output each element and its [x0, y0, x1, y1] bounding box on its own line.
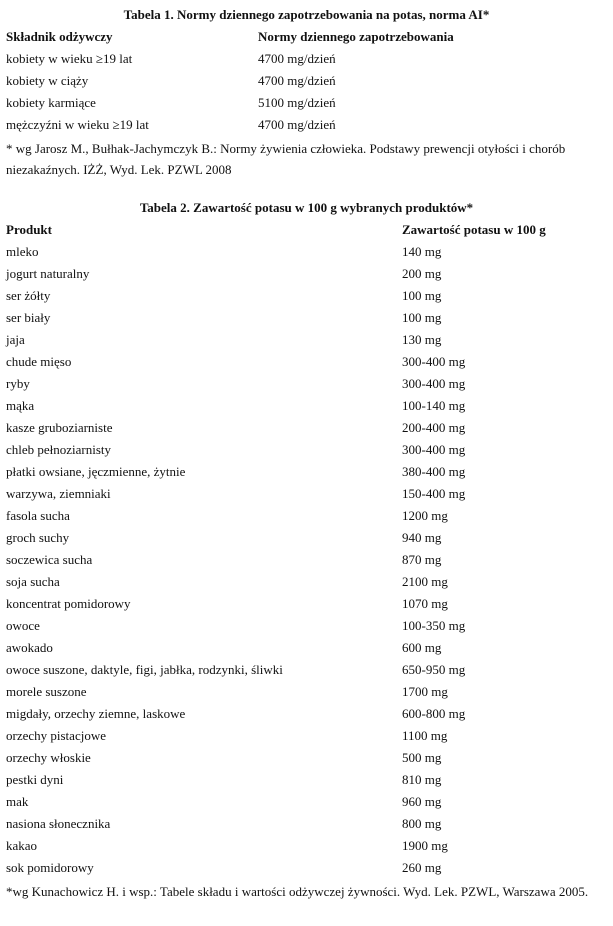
potassium-value-cell: 870 mg: [402, 552, 442, 567]
product-name-cell: chude mięso: [6, 354, 72, 369]
product-name-cell: orzechy pistacjowe: [6, 728, 106, 743]
table-row: [6, 49, 566, 71]
daily-norm-cell: 4700 mg/dzień: [258, 117, 336, 132]
table-header-row: [6, 27, 566, 49]
potassium-value-cell: 200 mg: [402, 266, 442, 281]
table-row: [6, 550, 586, 572]
table-row: [6, 594, 586, 616]
potassium-value-cell: 300-400 mg: [402, 442, 466, 457]
daily-norm-cell: 4700 mg/dzień: [258, 51, 336, 66]
product-name-cell: koncentrat pomidorowy: [6, 596, 131, 611]
table-row: [6, 770, 586, 792]
potassium-value-cell: 200-400 mg: [402, 420, 466, 435]
table-row: [6, 462, 586, 484]
potassium-value-cell: 300-400 mg: [402, 376, 466, 391]
potassium-value-cell: 960 mg: [402, 794, 442, 809]
nutrient-group-cell: mężczyźni w wieku ≥19 lat: [6, 117, 149, 132]
table-row: [6, 704, 586, 726]
table2-caption: Tabela 2. Zawartość potasu w 100 g wybranych produktów*: [139, 200, 474, 215]
table2-footnote: *wg Kunachowicz H. i wsp.: Tabele składu i wartości odżywczej żywności. Wyd. Lek. PZWL, Warszawa 2005.: [6, 884, 589, 899]
table-row: [6, 286, 586, 308]
column-header-product: Produkt: [6, 222, 52, 237]
potassium-value-cell: 800 mg: [402, 816, 442, 831]
product-name-cell: jogurt naturalny: [6, 266, 90, 281]
product-name-cell: mleko: [6, 244, 39, 259]
potassium-value-cell: 600-800 mg: [402, 706, 466, 721]
product-name-cell: mąka: [6, 398, 35, 413]
table-row: [6, 682, 586, 704]
potassium-value-cell: 100 mg: [402, 310, 442, 325]
potassium-value-cell: 300-400 mg: [402, 354, 466, 369]
nutrient-group-cell: kobiety karmiące: [6, 95, 96, 110]
product-name-cell: fasola sucha: [6, 508, 70, 523]
daily-norm-cell: 4700 mg/dzień: [258, 73, 336, 88]
product-name-cell: awokado: [6, 640, 53, 655]
potassium-value-cell: 1200 mg: [402, 508, 448, 523]
potassium-content-table: [6, 220, 586, 880]
potassium-value-cell: 1070 mg: [402, 596, 448, 611]
product-name-cell: kasze gruboziarniste: [6, 420, 113, 435]
potassium-value-cell: 100-140 mg: [402, 398, 466, 413]
table-row: [6, 264, 586, 286]
potassium-value-cell: 140 mg: [402, 244, 442, 259]
column-header-nutrient: Składnik odżywczy: [6, 29, 113, 44]
column-header-daily-norm: Normy dziennego zapotrzebowania: [258, 29, 454, 44]
potassium-value-cell: 100 mg: [402, 288, 442, 303]
product-name-cell: płatki owsiane, jęczmienne, żytnie: [6, 464, 186, 479]
product-name-cell: soja sucha: [6, 574, 60, 589]
potassium-value-cell: 600 mg: [402, 640, 442, 655]
product-name-cell: migdały, orzechy ziemne, laskowe: [6, 706, 186, 721]
product-name-cell: nasiona słonecznika: [6, 816, 111, 831]
table-row: [6, 352, 586, 374]
table-row: [6, 836, 586, 858]
potassium-value-cell: 650-950 mg: [402, 662, 466, 677]
table-row: [6, 506, 586, 528]
table-row: [6, 440, 586, 462]
potassium-norms-table: [6, 27, 566, 137]
table-row: [6, 115, 566, 137]
nutrient-group-cell: kobiety w ciąży: [6, 73, 89, 88]
potassium-value-cell: 940 mg: [402, 530, 442, 545]
product-name-cell: owoce: [6, 618, 40, 633]
potassium-value-cell: 500 mg: [402, 750, 442, 765]
table-row: [6, 858, 586, 880]
table-row: [6, 418, 586, 440]
product-name-cell: mak: [6, 794, 29, 809]
potassium-value-cell: 1100 mg: [402, 728, 448, 743]
table-row: [6, 572, 586, 594]
table-row: [6, 638, 586, 660]
table-row: [6, 528, 586, 550]
potassium-value-cell: 380-400 mg: [402, 464, 466, 479]
table-row: [6, 93, 566, 115]
product-name-cell: chleb pełnoziarnisty: [6, 442, 112, 457]
table1-caption: Tabela 1. Normy dziennego zapotrzebowania na potas, norma AI*: [123, 7, 490, 22]
product-name-cell: ser żółty: [6, 288, 51, 303]
potassium-value-cell: 810 mg: [402, 772, 442, 787]
nutrient-group-cell: kobiety w wieku ≥19 lat: [6, 51, 133, 66]
column-header-potassium-content: Zawartość potasu w 100 g: [402, 222, 546, 237]
product-name-cell: warzywa, ziemniaki: [6, 486, 111, 501]
table-row: [6, 484, 586, 506]
potassium-value-cell: 150-400 mg: [402, 486, 466, 501]
product-name-cell: sok pomidorowy: [6, 860, 94, 875]
potassium-value-cell: 130 mg: [402, 332, 442, 347]
product-name-cell: groch suchy: [6, 530, 70, 545]
potassium-value-cell: 1700 mg: [402, 684, 448, 699]
table-row: [6, 748, 586, 770]
table-row: [6, 792, 586, 814]
product-name-cell: ser biały: [6, 310, 51, 325]
product-name-cell: morele suszone: [6, 684, 87, 699]
product-name-cell: pestki dyni: [6, 772, 64, 787]
table-row: [6, 814, 586, 836]
table-row: [6, 396, 586, 418]
potassium-value-cell: 1900 mg: [402, 838, 448, 853]
potassium-value-cell: 260 mg: [402, 860, 442, 875]
product-name-cell: ryby: [6, 376, 30, 391]
table-row: [6, 330, 586, 352]
table-row: [6, 374, 586, 396]
table-row: [6, 660, 586, 682]
daily-norm-cell: 5100 mg/dzień: [258, 95, 336, 110]
table-row: [6, 726, 586, 748]
product-name-cell: jaja: [6, 332, 25, 347]
table1-footnote: * wg Jarosz M., Bułhak-Jachymczyk B.: Normy żywienia człowieka. Podstawy prewencji otyłości i chorób niezakaźnych. IŻŻ, Wyd. Lek. PZWL 2008: [6, 141, 566, 177]
table-row: [6, 242, 586, 264]
product-name-cell: owoce suszone, daktyle, figi, jabłka, rodzynki, śliwki: [6, 662, 283, 677]
product-name-cell: soczewica sucha: [6, 552, 93, 567]
potassium-value-cell: 2100 mg: [402, 574, 448, 589]
product-name-cell: orzechy włoskie: [6, 750, 91, 765]
table-header-row: [6, 220, 586, 242]
table-row: [6, 616, 586, 638]
table-row: [6, 308, 586, 330]
table-row: [6, 71, 566, 93]
potassium-value-cell: 100-350 mg: [402, 618, 466, 633]
product-name-cell: kakao: [6, 838, 38, 853]
